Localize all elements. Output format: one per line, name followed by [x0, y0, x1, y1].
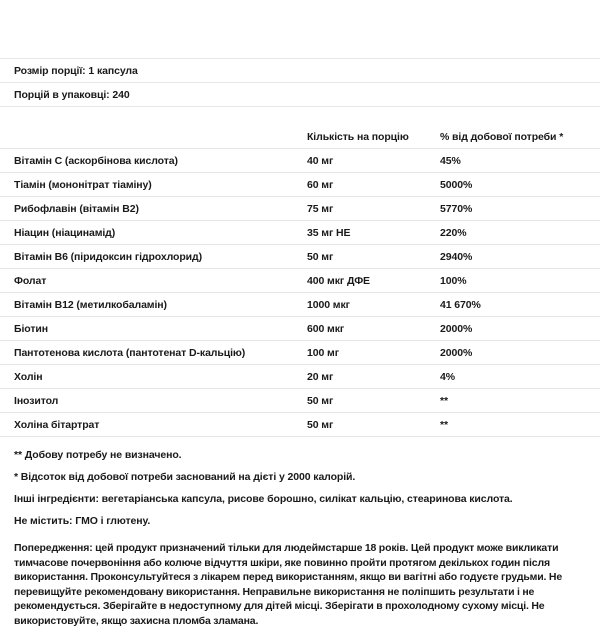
warning-text: Попередження: цей продукт призначений тільки для людеймстарше 18 років. Цей продукт може викликати тимчасове почервоніння або колюче відчуття шкіри, яке повинно пройти протягом декількох годин після використання. Проконсультуйтеся з лікарем перед використанням, якщо ви вагітні або годуєте грудьми. Не перевищуйте рекомендовану використання. Неправильне використання не поліпшить результати і не рекомендується. Зберігайте в недоступному для дітей місці. Зберігати в прохолодному сухому місці. Не використовуйте, якщо захисна пломба зламана. [14, 542, 563, 627]
servings-per-container-label: Порцій в упаковці: 240 [14, 88, 130, 101]
table-row [0, 149, 600, 173]
nutrient-daily-value: 45% [440, 149, 600, 173]
serving-size-label: Розмір порції: 1 капсула [14, 64, 138, 77]
column-header-amount: Кількість на порцію [307, 125, 440, 149]
table-row [0, 173, 600, 197]
nutrient-amount: 50 мг [307, 413, 440, 437]
nutrient-amount: 50 мг [307, 389, 440, 413]
notes-section [0, 437, 600, 628]
nutrient-name: Рибофлавін (вітамін B2) [0, 197, 307, 221]
nutrient-amount: 100 мг [307, 341, 440, 365]
nutrient-name: Ніацин (ніацинамід) [0, 221, 307, 245]
nutrient-amount: 1000 мкг [307, 293, 440, 317]
table-row [0, 197, 600, 221]
nutrient-name: Вітамін С (аскорбінова кислота) [0, 149, 307, 173]
table-row [0, 221, 600, 245]
nutrient-daily-value: ** [440, 389, 600, 413]
nutrient-daily-value: 2000% [440, 317, 600, 341]
nutrient-amount: 50 мг [307, 245, 440, 269]
nutrient-amount: 400 мкг ДФЕ [307, 269, 440, 293]
nutrient-daily-value: 4% [440, 365, 600, 389]
nutrient-name: Тіамін (мононітрат тіаміну) [0, 173, 307, 197]
section-spacer [0, 107, 600, 125]
note-percent-daily-value-basis: * Відсоток від добової потреби заснований на дієті у 2000 калорій. [14, 471, 356, 483]
nutrient-daily-value: 5000% [440, 173, 600, 197]
note-other-ingredients: Інші інгредієнти: вегетаріанська капсула, рисове борошно, силікат кальцію, стеаринова кислота. [14, 493, 513, 505]
note-daily-value-not-established: ** Добову потребу не визначено. [14, 449, 182, 461]
nutrient-daily-value: 2940% [440, 245, 600, 269]
nutrient-name: Холіна бітартрат [0, 413, 307, 437]
nutrient-name: Пантотенова кислота (пантотенат D-кальцію) [0, 341, 307, 365]
nutrient-amount: 60 мг [307, 173, 440, 197]
nutrient-daily-value: 100% [440, 269, 600, 293]
nutrient-amount: 600 мкг [307, 317, 440, 341]
nutrient-daily-value: ** [440, 413, 600, 437]
serving-size-row [0, 59, 600, 82]
servings-per-container-row [0, 83, 600, 106]
column-header-nutrient [0, 125, 307, 149]
nutrient-name: Вітамін B6 (піридоксин гідрохлорид) [0, 245, 307, 269]
table-row [0, 245, 600, 269]
nutrient-daily-value: 2000% [440, 341, 600, 365]
table-row [0, 389, 600, 413]
nutrient-amount: 75 мг [307, 197, 440, 221]
nutrient-name: Біотин [0, 317, 307, 341]
table-header-row [0, 125, 600, 149]
nutrient-amount: 35 мг НЕ [307, 221, 440, 245]
nutrient-name: Фолат [0, 269, 307, 293]
table-row [0, 365, 600, 389]
nutrient-name: Вітамін B12 (метилкобаламін) [0, 293, 307, 317]
nutrient-daily-value: 220% [440, 221, 600, 245]
table-row [0, 317, 600, 341]
column-header-daily-value: % від добової потреби * [440, 125, 600, 149]
nutrient-amount: 40 мг [307, 149, 440, 173]
table-row [0, 269, 600, 293]
nutrition-table [0, 125, 600, 437]
table-row [0, 341, 600, 365]
nutrient-name: Інозитол [0, 389, 307, 413]
table-row [0, 293, 600, 317]
table-row [0, 413, 600, 437]
nutrient-daily-value: 41 670% [440, 293, 600, 317]
nutrient-amount: 20 мг [307, 365, 440, 389]
nutrient-daily-value: 5770% [440, 197, 600, 221]
nutrient-name: Холін [0, 365, 307, 389]
note-free-from: Не містить: ГМО і глютену. [14, 515, 151, 527]
nutrition-table-body [0, 149, 600, 437]
